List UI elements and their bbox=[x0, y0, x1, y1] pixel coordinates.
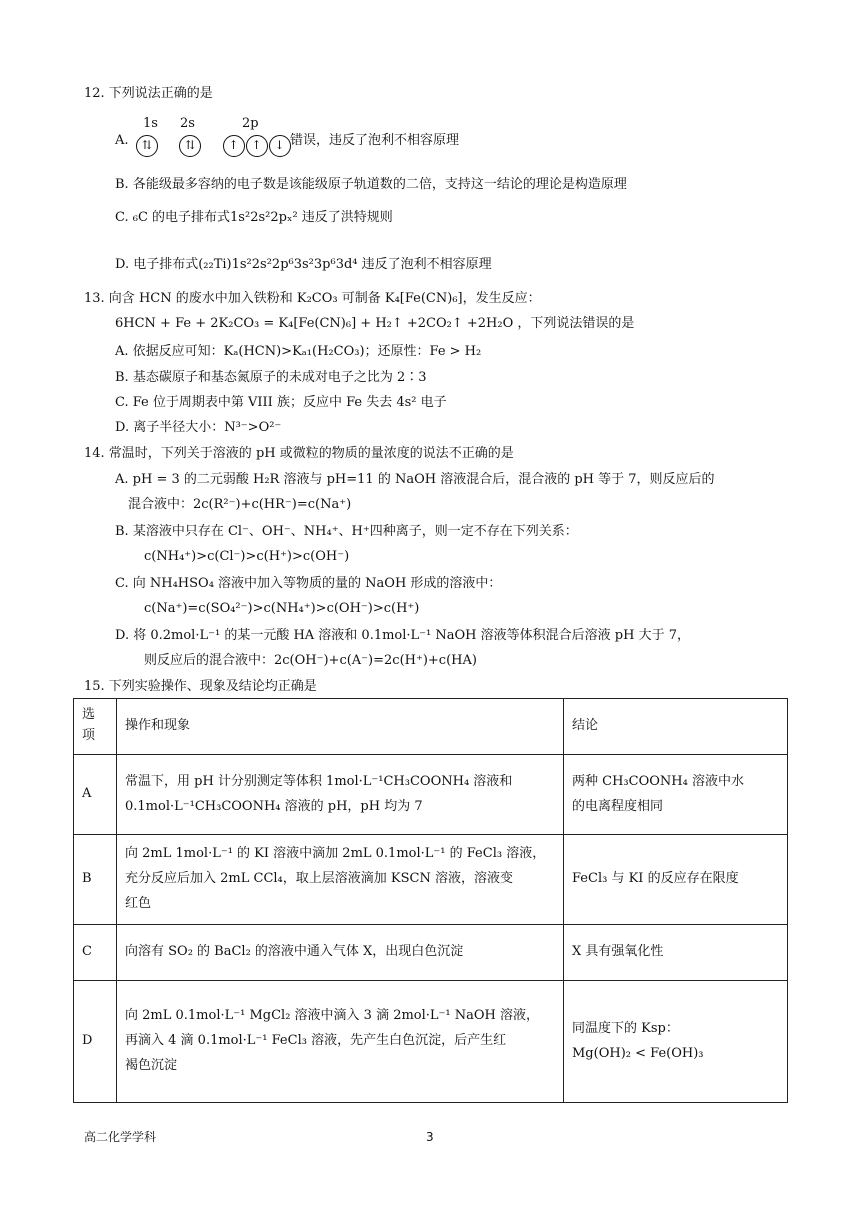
orbital-box-1s: ⇅ bbox=[136, 135, 158, 157]
orbital-label-1s: 1s bbox=[143, 116, 158, 131]
row-operation-line: 褐色沉淀 bbox=[125, 1057, 178, 1073]
row-conclusion-line: FeCl₃ 与 KI 的反应存在限度 bbox=[572, 871, 739, 887]
row-operation-line: 向 2mL 1mol·L⁻¹ 的 KI 溶液中滴加 2mL 0.1mol·L⁻¹ 的 FeCl₃ 溶液， bbox=[125, 846, 546, 862]
row-operation-line: 充分反应后加入 2mL CCl₄，取上层溶液滴加 KSCN 溶液，溶液变 bbox=[125, 871, 513, 887]
row-conclusion bbox=[564, 835, 788, 925]
table-row bbox=[74, 835, 788, 925]
row-conclusion-line: 两种 CH₃COONH₄ 溶液中水 bbox=[572, 773, 744, 789]
row-option: D bbox=[74, 981, 117, 1103]
table-row bbox=[74, 981, 788, 1103]
q13-option-b: B. 基态碳原子和基态氮原子的未成对电子之比为 2∶3 bbox=[115, 370, 427, 385]
row-option: C bbox=[74, 925, 117, 981]
q13-equation: 6HCN + Fe + 2K₂CO₃ = K₄[Fe(CN)₆] + H₂↑ +2CO₂↑ +2H₂O ，下列说法错误的是 bbox=[115, 316, 635, 331]
row-operation-line: 0.1mol·L⁻¹CH₃COONH₄ 溶液的 pH，pH 均为 7 bbox=[125, 798, 423, 814]
footer-page-number: 3 bbox=[426, 1130, 434, 1144]
q14-option-a-line2: 混合液中：2c(R²⁻)+c(HR⁻)=c(Na⁺) bbox=[128, 497, 352, 512]
q13-option-a: A. 依据反应可知：Kₐ(HCN)>Kₐ₁(H₂CO₃)；还原性：Fe > H₂ bbox=[115, 344, 482, 359]
row-operation-line: 常温下，用 pH 计分别测定等体积 1mol·L⁻¹CH₃COONH₄ 溶液和 bbox=[125, 773, 513, 789]
q14-option-d-line2: 则反应后的混合液中：2c(OH⁻)+c(A⁻)=2c(H⁺)+c(HA) bbox=[144, 653, 477, 668]
row-option: B bbox=[74, 835, 117, 925]
row-conclusion-line: 的电离程度相同 bbox=[572, 798, 664, 814]
q12-a-label: A. bbox=[115, 133, 129, 148]
orbital-label-2s: 2s bbox=[180, 116, 195, 131]
row-conclusion-line: 同温度下的 Ksp： bbox=[572, 1020, 679, 1036]
row-conclusion-line: X 具有强氧化性 bbox=[572, 944, 664, 960]
header-option bbox=[74, 699, 117, 755]
q14-option-d-line1: D. 将 0.2mol·L⁻¹ 的某一元酸 HA 溶液和 0.1mol·L⁻¹ NaOH 溶液等体积混合后溶液 pH 大于 7， bbox=[115, 628, 690, 643]
q12-option-b: B. 各能级最多容纳的电子数是该能级原子轨道数的二倍，支持这一结论的理论是构造原理 bbox=[115, 177, 627, 192]
q14-option-a-line1: A. pH = 3 的二元弱酸 H₂R 溶液与 pH=11 的 NaOH 溶液混合后，混合液的 pH 等于 7，则反应后的 bbox=[115, 472, 715, 487]
row-operation bbox=[117, 925, 564, 981]
row-operation bbox=[117, 755, 564, 835]
q12-a-text: 错误，违反了泡利不相容原理 bbox=[290, 133, 460, 148]
row-conclusion-line: Mg(OH)₂ < Fe(OH)₃ bbox=[572, 1045, 704, 1061]
row-operation bbox=[117, 835, 564, 925]
q13-option-c: C. Fe 位于周期表中第 VIII 族；反应中 Fe 失去 4s² 电子 bbox=[115, 395, 447, 410]
table-header-row bbox=[74, 699, 788, 755]
row-option: A bbox=[74, 755, 117, 835]
table-row bbox=[74, 755, 788, 835]
q15-stem: 15. 下列实验操作、现象及结论均正确是 bbox=[84, 679, 317, 694]
row-operation bbox=[117, 981, 564, 1103]
orbital-box-2s: ⇅ bbox=[179, 135, 201, 157]
row-conclusion bbox=[564, 981, 788, 1103]
header-option-text: 选项 bbox=[82, 706, 96, 743]
orbital-label-2p: 2p bbox=[242, 116, 259, 131]
q13-option-d: D. 离子半径大小：N³⁻>O²⁻ bbox=[115, 420, 282, 435]
q12-stem: 12. 下列说法正确的是 bbox=[84, 86, 213, 101]
q14-option-b-line2: c(NH₄⁺)>c(Cl⁻)>c(H⁺)>c(OH⁻) bbox=[144, 549, 350, 564]
row-operation-line: 红色 bbox=[125, 895, 152, 911]
row-operation-line: 向溶有 SO₂ 的 BaCl₂ 的溶液中通入气体 X，出现白色沉淀 bbox=[125, 944, 464, 960]
orbital-box-2p-1: ↑ bbox=[223, 135, 245, 157]
footer-subject: 高二化学学科 bbox=[84, 1130, 157, 1144]
row-operation-line: 向 2mL 0.1mol·L⁻¹ MgCl₂ 溶液中滴入 3 滴 2mol·L⁻¹ NaOH 溶液， bbox=[125, 1008, 540, 1024]
q12-option-d: D. 电子排布式(₂₂Ti)1s²2s²2p⁶3s²3p⁶3d⁴ 违反了泡利不相容原理 bbox=[115, 257, 492, 272]
q12-option-c: C. ₆C 的电子排布式1s²2s²2pₓ² 违反了洪特规则 bbox=[115, 210, 393, 225]
q14-option-b-line1: B. 某溶液中只存在 Cl⁻、OH⁻、NH₄⁺、H⁺四种离子，则一定不存在下列关系： bbox=[115, 524, 578, 539]
q14-option-c-line2: c(Na⁺)=c(SO₄²⁻)>c(NH₄⁺)>c(OH⁻)>c(H⁺) bbox=[144, 601, 420, 616]
orbital-box-2p-3: ↓ bbox=[269, 135, 291, 157]
header-conclusion: 结论 bbox=[564, 699, 788, 755]
header-operation: 操作和现象 bbox=[117, 699, 564, 755]
row-operation-line: 再滴入 4 滴 0.1mol·L⁻¹ FeCl₃ 溶液，先产生白色沉淀，后产生红 bbox=[125, 1033, 507, 1049]
q13-stem: 13. 向含 HCN 的废水中加入铁粉和 K₂CO₃ 可制备 K₄[Fe(CN)₆]，发生反应： bbox=[84, 291, 541, 306]
orbital-diagram bbox=[136, 135, 292, 157]
row-conclusion bbox=[564, 925, 788, 981]
q14-option-c-line1: C. 向 NH₄HSO₄ 溶液中加入等物质的量的 NaOH 形成的溶液中： bbox=[115, 576, 502, 591]
table-row bbox=[74, 925, 788, 981]
q14-stem: 14. 常温时，下列关于溶液的 pH 或微粒的物质的量浓度的说法不正确的是 bbox=[84, 446, 514, 461]
experiment-table bbox=[73, 698, 788, 1103]
row-conclusion bbox=[564, 755, 788, 835]
orbital-box-2p-2: ↑ bbox=[246, 135, 268, 157]
